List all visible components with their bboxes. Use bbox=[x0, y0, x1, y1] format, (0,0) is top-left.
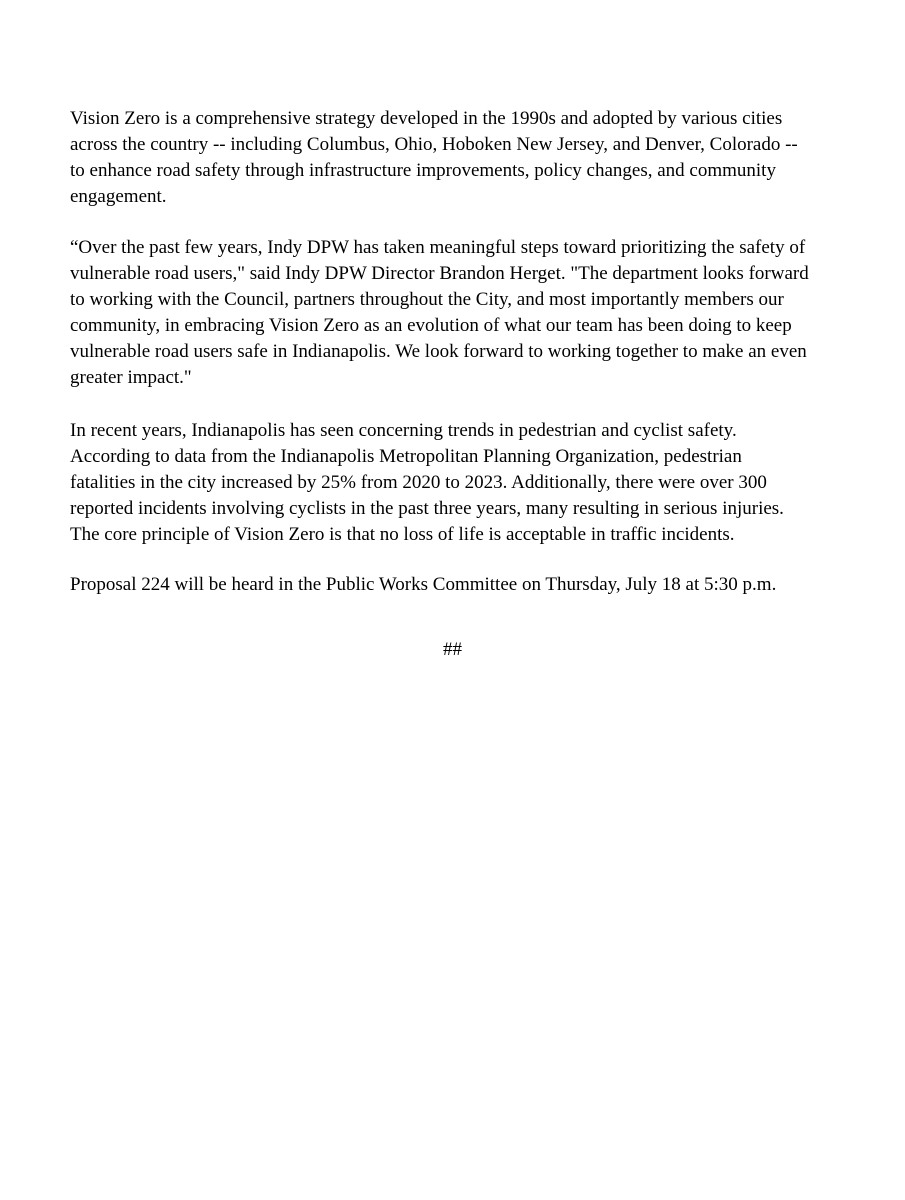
paragraph-line: vulnerable road users safe in Indianapolis. We look forward to working together to make an even bbox=[70, 341, 807, 362]
paragraph-line: community, in embracing Vision Zero as an evolution of what our team has been doing to keep bbox=[70, 315, 792, 336]
paragraph-line: to working with the Council, partners throughout the City, and most importantly members our bbox=[70, 289, 784, 310]
paragraph-line: engagement. bbox=[70, 186, 167, 207]
paragraph-line: reported incidents involving cyclists in the past three years, many resulting in serious injuries. bbox=[70, 498, 784, 519]
paragraph-line: The core principle of Vision Zero is that no loss of life is acceptable in traffic incidents. bbox=[70, 524, 735, 545]
paragraph-safety-trends bbox=[70, 418, 840, 548]
paragraph-line: vulnerable road users," said Indy DPW Director Brandon Herget. "The department looks forward bbox=[70, 263, 809, 284]
end-of-release-mark: ## bbox=[443, 639, 462, 660]
paragraph-line: According to data from the Indianapolis Metropolitan Planning Organization, pedestrian bbox=[70, 446, 742, 467]
paragraph-vision-zero-overview bbox=[70, 106, 840, 210]
paragraph-line: Vision Zero is a comprehensive strategy developed in the 1990s and adopted by various cities bbox=[70, 108, 783, 129]
paragraph-line: to enhance road safety through infrastructure improvements, policy changes, and community bbox=[70, 160, 776, 181]
paragraph-line: greater impact." bbox=[70, 367, 192, 388]
paragraph-line: across the country -- including Columbus, Ohio, Hoboken New Jersey, and Denver, Colorado -- bbox=[70, 134, 798, 155]
paragraph-director-quote bbox=[70, 235, 840, 391]
paragraph-line: Proposal 224 will be heard in the Public Works Committee on Thursday, July 18 at 5:30 p.m. bbox=[70, 574, 777, 595]
paragraph-line: fatalities in the city increased by 25% from 2020 to 2023. Additionally, there were over 300 bbox=[70, 472, 767, 493]
paragraph-proposal-hearing bbox=[70, 572, 840, 598]
paragraph-line: In recent years, Indianapolis has seen concerning trends in pedestrian and cyclist safety. bbox=[70, 420, 737, 441]
paragraph-line: “Over the past few years, Indy DPW has taken meaningful steps toward prioritizing the safety of bbox=[70, 237, 806, 258]
